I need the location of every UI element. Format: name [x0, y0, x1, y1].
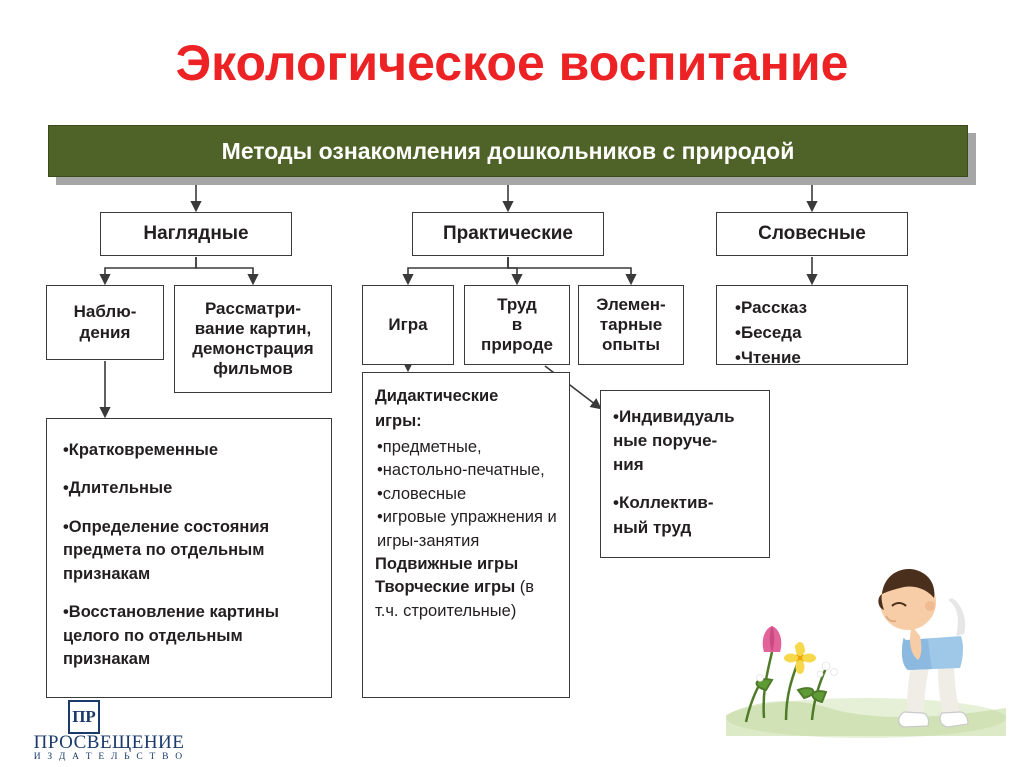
assignment-individual-line1: •Индивидуаль	[613, 407, 735, 426]
node-verbal-methods[interactable]	[716, 212, 908, 256]
list-item	[613, 405, 761, 477]
node-elementary-experiments-label	[590, 295, 671, 355]
node-practical-methods-label: Практические	[443, 222, 573, 244]
list-item: •Рассказ	[735, 298, 808, 317]
node-picture-viewing-line2: вание картин,	[194, 318, 312, 338]
node-assignments-list[interactable]	[600, 390, 770, 558]
list-item: •предметные,	[377, 437, 482, 456]
didactic-creative-games-label: Творческие игры	[375, 578, 516, 597]
list-item: •словесные	[377, 484, 467, 503]
didactic-creative-games	[375, 576, 559, 623]
didactic-heading-line2: игры:	[375, 412, 422, 431]
node-experiments-line1: Элемен-	[596, 294, 666, 314]
node-labour-line1: Труд	[497, 294, 537, 314]
node-verbal-methods-label: Словесные	[758, 222, 866, 244]
node-observations-line2: дения	[79, 322, 131, 342]
node-game-label: Игра	[388, 314, 428, 334]
node-labour-line2: в	[511, 314, 523, 334]
list-item: •Беседа	[735, 323, 802, 343]
publisher-logo	[14, 700, 204, 762]
node-experiments-line2: тарные	[599, 314, 663, 334]
assignment-collective-line1: •Коллектив-	[613, 493, 714, 513]
assignment-collective-line2: ный труд	[613, 517, 692, 537]
logo-name: ПРОСВЕЩЕНИЕ	[33, 732, 185, 753]
node-picture-viewing-line1: Рассматри-	[204, 298, 302, 318]
assignment-individual-line2: ные поруче-	[613, 431, 718, 451]
didactic-active-games: Подвижные игры	[375, 554, 519, 573]
assignment-individual-line3: ния	[613, 455, 644, 475]
list-item: •Чтение	[735, 348, 801, 368]
node-didactic-games-list[interactable]	[362, 372, 570, 698]
didactic-creative-games-tail: (в т.ч. строительные)	[375, 578, 535, 620]
node-observations-label	[68, 302, 143, 342]
node-labour-in-nature-label	[475, 295, 559, 355]
node-labour-line3: природе	[481, 335, 553, 355]
node-picture-viewing[interactable]	[174, 285, 332, 393]
node-picture-viewing-line3: демонстрация	[192, 339, 314, 358]
diagram-header-label: Методы ознакомления дошкольников с природой	[221, 137, 795, 164]
logo-mark: ПР	[68, 700, 100, 734]
node-observations-line1: Наблю-	[73, 302, 137, 322]
logo-subtitle: И З Д А Т Е Л Ь С Т В О	[33, 752, 185, 762]
node-picture-viewing-label	[186, 299, 319, 379]
didactic-heading-line1: Дидактические	[375, 387, 499, 405]
list-item: •игровые упражнения и игры-занятия	[377, 508, 557, 550]
node-practical-methods[interactable]	[412, 212, 604, 256]
node-labour-in-nature[interactable]	[464, 285, 570, 365]
list-item	[613, 491, 761, 539]
node-elementary-experiments[interactable]	[578, 285, 684, 365]
diagram-header-band	[48, 125, 968, 177]
list-item: •Восстановление картины целого по отдельным признакам	[63, 603, 280, 668]
node-observations[interactable]	[46, 285, 164, 360]
node-game[interactable]	[362, 285, 454, 365]
node-visual-methods[interactable]	[100, 212, 292, 256]
list-item: •настольно-печатные,	[377, 461, 545, 480]
boy-smelling-flowers-illustration	[716, 540, 1016, 740]
list-item: •Длительные	[63, 479, 173, 498]
page-title: Экологическое воспитание	[175, 35, 849, 91]
node-visual-methods-label: Наглядные	[143, 222, 249, 244]
list-item: •Определение состояния предмета по отдельным признакам	[63, 517, 270, 583]
node-picture-viewing-line4: фильмов	[213, 359, 293, 379]
node-verbal-methods-list[interactable]	[716, 285, 908, 368]
node-experiments-line3: опыты	[601, 335, 660, 355]
node-observation-types-list[interactable]	[46, 418, 332, 698]
list-item: •Кратковременные	[63, 441, 219, 459]
